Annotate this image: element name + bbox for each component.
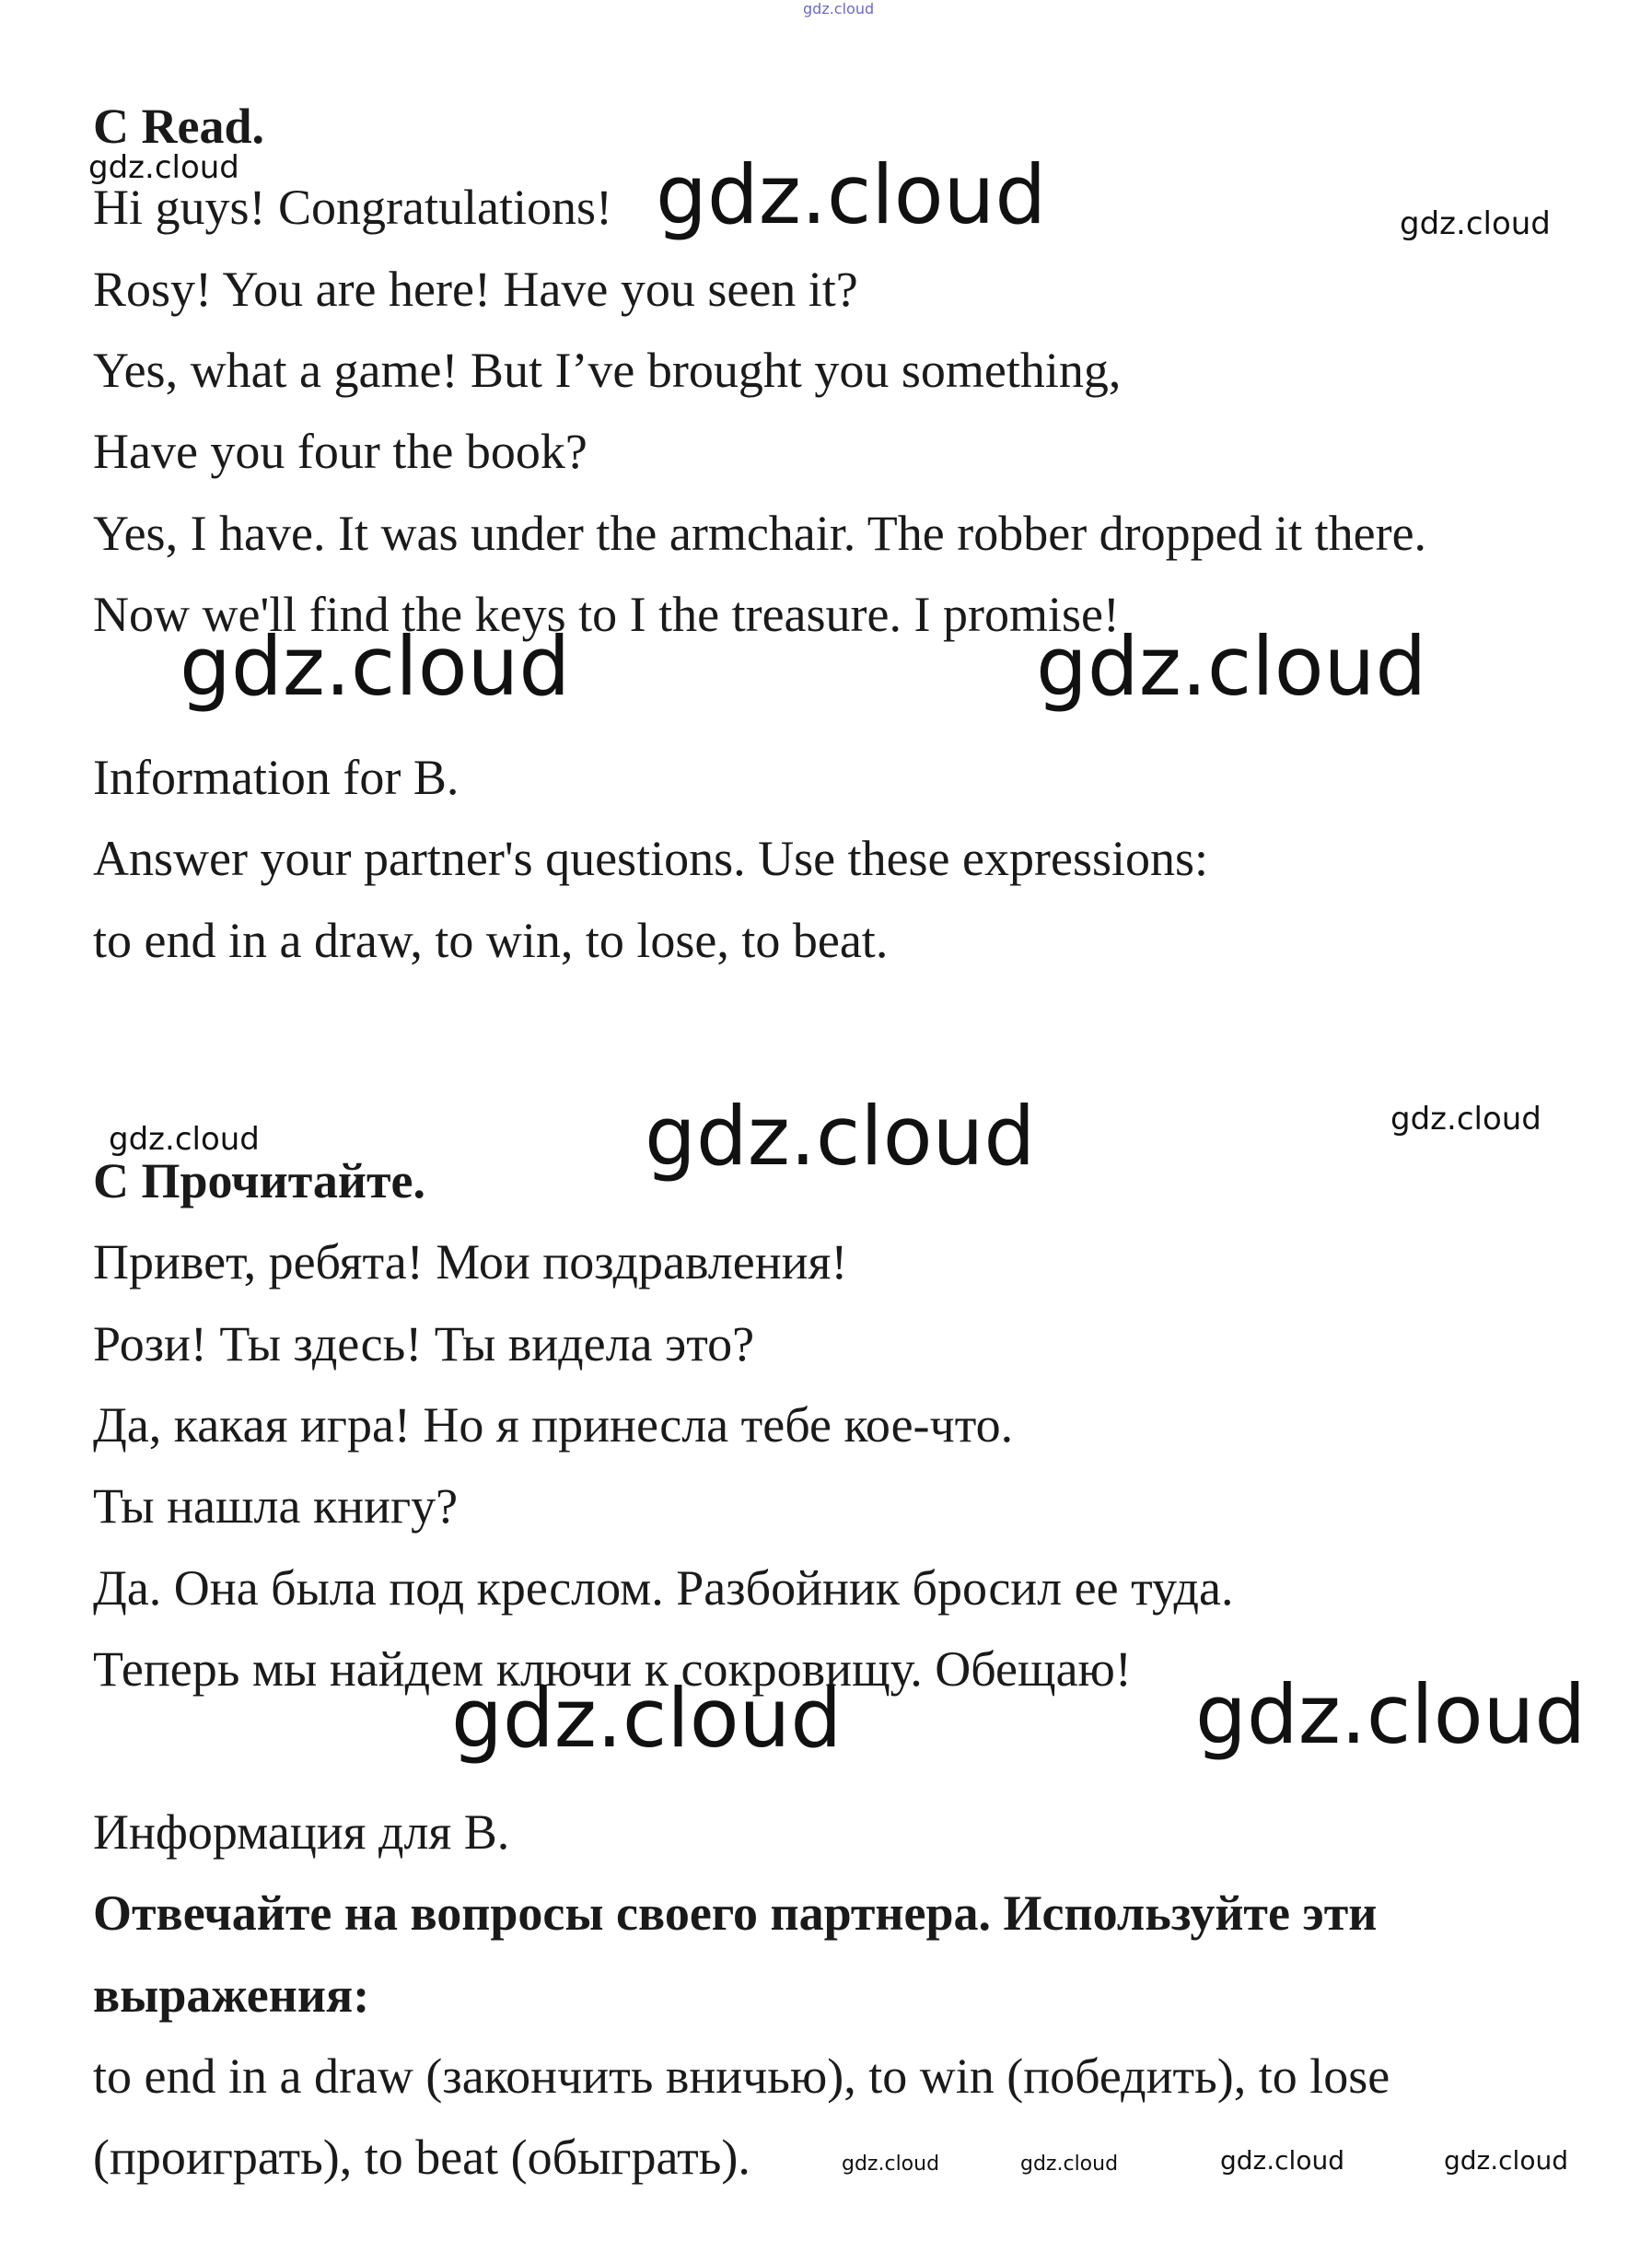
english-line-3: Yes, what a game! But I’ve brought you something, bbox=[93, 343, 1122, 398]
watermark-large-1: gdz.cloud bbox=[656, 147, 1047, 242]
english-line-1: Hi guys! Congratulations! bbox=[93, 180, 612, 235]
russian-line-2: Рози! Ты здесь! Ты видела это? bbox=[93, 1316, 755, 1371]
russian-info-title: Информация для B. bbox=[93, 1804, 510, 1860]
watermark-footer-4: gdz.cloud bbox=[1444, 2145, 1568, 2176]
watermark-small-2: gdz.cloud bbox=[1400, 205, 1551, 242]
russian-line-5: Да. Она была под креслом. Разбойник бросил ее туда. bbox=[93, 1560, 1234, 1616]
english-info-title: Information for B. bbox=[93, 750, 460, 805]
watermark-small-3: gdz.cloud bbox=[1390, 1101, 1541, 1138]
english-heading: C Read. bbox=[93, 99, 264, 154]
russian-line-1: Привет, ребята! Мои поздравления! bbox=[93, 1234, 848, 1290]
english-line-4: Have you four the book? bbox=[93, 424, 588, 479]
russian-expressions-line-1: to end in a draw (закончить вничью), to win (победить), to lose bbox=[93, 2048, 1390, 2104]
watermark-top: gdz.cloud bbox=[803, 0, 875, 18]
english-instruction: Answer your partner's questions. Use these expressions: bbox=[93, 831, 1208, 886]
english-line-6: Now we'll find the keys to I the treasure. I promise! bbox=[93, 587, 1120, 642]
watermark-small-1: gdz.cloud bbox=[88, 149, 239, 186]
watermark-footer-1: gdz.cloud bbox=[842, 2153, 940, 2176]
watermark-footer-3: gdz.cloud bbox=[1220, 2145, 1344, 2176]
watermark-large-5: gdz.cloud bbox=[451, 1671, 843, 1766]
russian-instruction-line-2: выражения: bbox=[93, 1967, 370, 2023]
russian-line-3: Да, какая игра! Но я принесла тебе кое-что. bbox=[93, 1397, 1014, 1453]
english-line-2: Rosy! You are here! Have you seen it? bbox=[93, 262, 858, 317]
english-line-5: Yes, I have. It was under the armchair. The robber dropped it there. bbox=[93, 506, 1427, 561]
watermark-large-3: gdz.cloud bbox=[1036, 619, 1427, 714]
russian-instruction-line-1: Отвечайте на вопросы своего партнера. Используйте эти bbox=[93, 1885, 1378, 1941]
watermark-large-4: gdz.cloud bbox=[645, 1089, 1036, 1184]
watermark-small-4: gdz.cloud bbox=[109, 1121, 260, 1158]
english-expressions: to end in a draw, to win, to lose, to beat. bbox=[93, 913, 889, 968]
russian-heading: C Прочитайте. bbox=[93, 1153, 425, 1208]
watermark-footer-2: gdz.cloud bbox=[1020, 2153, 1119, 2176]
watermark-large-2: gdz.cloud bbox=[180, 619, 571, 714]
watermark-large-6: gdz.cloud bbox=[1195, 1667, 1587, 1762]
russian-expressions-line-2: (проиграть), to beat (обыграть). bbox=[93, 2130, 750, 2185]
russian-line-4: Ты нашла книгу? bbox=[93, 1478, 459, 1534]
russian-line-6: Теперь мы найдем ключи к сокровищу. Обещаю! bbox=[93, 1641, 1132, 1697]
